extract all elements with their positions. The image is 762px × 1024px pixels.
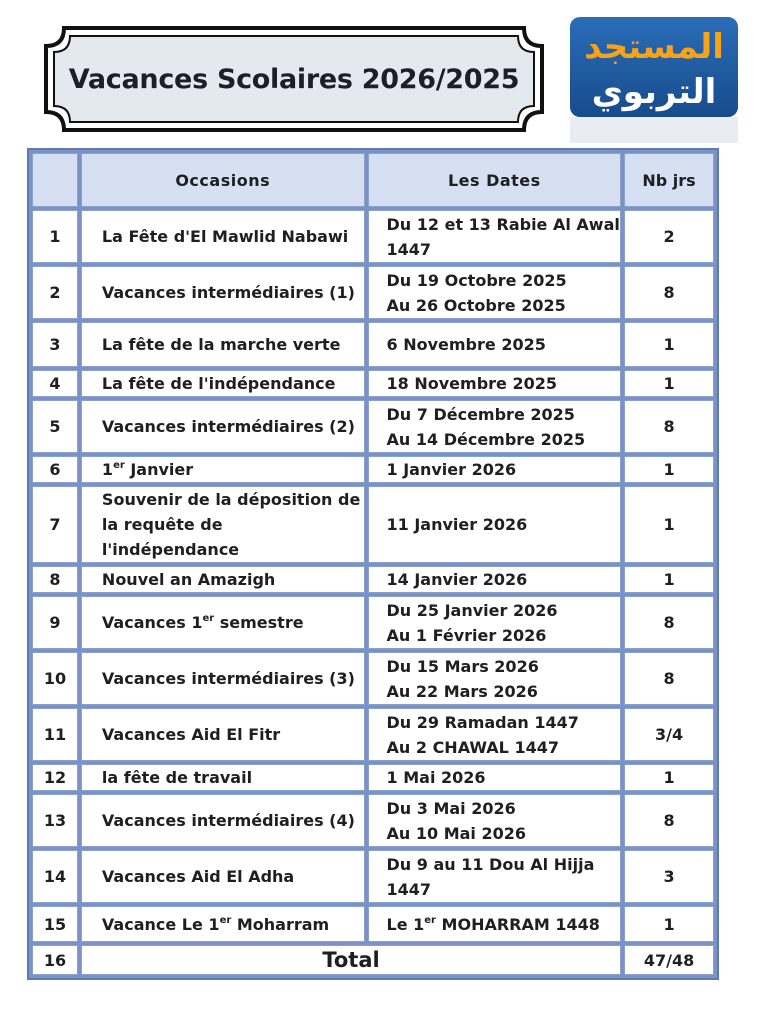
superscript: er	[424, 914, 436, 926]
row-number: 5	[32, 400, 78, 453]
occasion-text: Vacances intermédiaires (2)	[101, 417, 355, 436]
occasion-text: Vacances intermédiaires (1)	[101, 283, 355, 302]
occasion-cell	[81, 486, 365, 563]
occasion-text-after: semestre	[214, 613, 304, 632]
occasion-cell	[81, 322, 365, 367]
superscript: er	[202, 613, 215, 624]
nb-jrs-cell: 2	[624, 210, 714, 263]
occasion-cell	[81, 652, 365, 705]
table-row	[32, 794, 714, 847]
table-row	[32, 266, 714, 319]
date-text-after: MOHARRAM 1448	[435, 914, 600, 934]
header-dates: Les Dates	[368, 153, 622, 207]
nb-jrs-cell: 1	[624, 322, 714, 367]
nb-jrs-cell: 1	[624, 486, 714, 563]
row-number: 11	[32, 708, 78, 761]
nb-jrs-cell: 1	[624, 456, 714, 483]
logo-line-2: التربوي	[591, 72, 717, 112]
occasion-cell	[81, 906, 365, 942]
occasion-cell	[81, 764, 365, 791]
header-nb-jrs: Nb jrs	[624, 153, 714, 207]
date-line-2: 1447	[386, 879, 432, 899]
table-row	[32, 764, 714, 791]
date-line-1: Du 12 et 13 Rabie Al Awal	[386, 214, 620, 234]
total-row	[32, 945, 714, 975]
header-row	[32, 153, 714, 207]
date-line-1: 14 Janvier 2026	[386, 570, 528, 589]
nb-jrs-cell: 1	[624, 764, 714, 791]
nb-jrs-cell: 3	[624, 850, 714, 903]
occasion-text-after: Janvier	[124, 460, 194, 479]
occasion-text: 1	[101, 460, 114, 479]
occasion-text: La fête de l'indépendance	[101, 374, 336, 393]
date-cell	[368, 652, 622, 705]
table-row	[32, 850, 714, 903]
date-line-1: Du 15 Mars 2026	[386, 656, 539, 676]
occasion-cell	[81, 456, 365, 483]
table-row	[32, 210, 714, 263]
row-number: 3	[32, 322, 78, 367]
table-row	[32, 906, 714, 942]
date-line-1: Du 9 au 11 Dou Al Hijja	[386, 854, 595, 874]
date-cell	[368, 400, 622, 453]
occasion-line-1: Souvenir de la déposition de	[101, 490, 361, 509]
date-line-1: Du 29 Ramadan 1447	[386, 712, 579, 732]
date-line-1: Du 3 Mai 2026	[386, 798, 516, 818]
occasion-cell	[81, 708, 365, 761]
logo	[568, 17, 740, 143]
date-line-1: 11 Janvier 2026	[386, 515, 528, 534]
date-line-2: Au 2 CHAWAL 1447	[386, 737, 559, 757]
occasion-text: la fête de travail	[101, 768, 253, 787]
header-num	[32, 153, 78, 207]
date-line-2: Au 14 Décembre 2025	[386, 429, 586, 449]
superscript: er	[113, 460, 125, 471]
occasion-text: Nouvel an Amazigh	[101, 570, 276, 589]
nb-jrs-cell: 1	[624, 566, 714, 593]
date-line-1: Du 25 Janvier 2026	[386, 600, 558, 620]
row-number: 12	[32, 764, 78, 791]
nb-jrs-cell: 1	[624, 906, 714, 942]
date-cell	[368, 764, 622, 791]
date-line-2: Au 10 Mai 2026	[386, 823, 526, 843]
occasion-text: Vacances Aid El Fitr	[101, 725, 281, 744]
row-number: 16	[32, 945, 78, 975]
superscript: er	[219, 914, 232, 926]
header-occasions: Occasions	[81, 153, 365, 207]
date-cell	[368, 456, 622, 483]
total-label: Total	[81, 945, 621, 975]
row-number: 2	[32, 266, 78, 319]
date-line-1: 6 Novembre 2025	[386, 335, 546, 354]
table-row	[32, 456, 714, 483]
nb-jrs-cell: 8	[624, 794, 714, 847]
nb-jrs-cell: 1	[624, 370, 714, 397]
table-row	[32, 652, 714, 705]
schedule-table	[27, 148, 719, 980]
table-row	[32, 322, 714, 367]
page-title: Vacances Scolaires 2026/2025	[68, 63, 520, 95]
occasion-cell	[81, 266, 365, 319]
date-line-1: 1 Janvier 2026	[386, 460, 517, 479]
occasion-cell	[81, 596, 365, 649]
row-number: 4	[32, 370, 78, 397]
date-cell	[368, 486, 622, 563]
date-cell	[368, 322, 622, 367]
date-cell	[368, 266, 622, 319]
date-cell	[368, 906, 622, 942]
date-line-2: Au 26 Octobre 2025	[386, 295, 566, 315]
table-row	[32, 596, 714, 649]
row-number: 13	[32, 794, 78, 847]
date-line-1: 18 Novembre 2025	[386, 374, 557, 393]
occasion-text: Vacance Le 1	[101, 914, 220, 934]
table-row	[32, 370, 714, 397]
total-nb-jrs: 47/48	[624, 945, 714, 975]
occasion-cell	[81, 850, 365, 903]
logo-line-1: المستجد	[584, 27, 724, 67]
nb-jrs-cell: 8	[624, 266, 714, 319]
occasion-text: Vacances intermédiaires (3)	[101, 669, 355, 688]
row-number: 1	[32, 210, 78, 263]
occasion-text: Vacances Aid El Adha	[101, 867, 295, 886]
occasion-text: Vacances 1	[101, 613, 203, 632]
occasion-text-after: Moharram	[231, 914, 330, 934]
date-cell	[368, 566, 622, 593]
date-cell	[368, 596, 622, 649]
occasion-cell	[81, 566, 365, 593]
row-number: 7	[32, 486, 78, 563]
row-number: 15	[32, 906, 78, 942]
nb-jrs-cell: 3/4	[624, 708, 714, 761]
row-number: 9	[32, 596, 78, 649]
date-cell	[368, 210, 622, 263]
date-cell	[368, 708, 622, 761]
row-number: 6	[32, 456, 78, 483]
occasion-text: La fête de la marche verte	[101, 335, 341, 354]
occasion-text: La Fête d'El Mawlid Nabawi	[101, 227, 349, 246]
table-row	[32, 566, 714, 593]
occasion-cell	[81, 210, 365, 263]
occasion-cell	[81, 400, 365, 453]
date-line-1: Du 19 Octobre 2025	[386, 270, 567, 290]
nb-jrs-cell: 8	[624, 400, 714, 453]
table-row	[32, 486, 714, 563]
occasion-cell	[81, 794, 365, 847]
row-number: 10	[32, 652, 78, 705]
table-row	[32, 400, 714, 453]
row-number: 14	[32, 850, 78, 903]
date-cell	[368, 850, 622, 903]
nb-jrs-cell: 8	[624, 652, 714, 705]
occasion-cell	[81, 370, 365, 397]
date-cell	[368, 794, 622, 847]
date-cell	[368, 370, 622, 397]
date-line-1: 1 Mai 2026	[386, 768, 486, 787]
date-line-2: 1447	[386, 239, 432, 259]
occasion-text: Vacances intermédiaires (4)	[101, 811, 355, 830]
occasion-line-2: la requête de l'indépendance	[101, 515, 240, 559]
date-line-2: Au 22 Mars 2026	[386, 681, 538, 701]
row-number: 8	[32, 566, 78, 593]
title-banner	[42, 24, 546, 134]
date-line-1: Du 7 Décembre 2025	[386, 404, 575, 424]
table-row	[32, 708, 714, 761]
date-line-2: Au 1 Février 2026	[386, 625, 547, 645]
date-text: Le 1	[386, 914, 425, 934]
nb-jrs-cell: 8	[624, 596, 714, 649]
